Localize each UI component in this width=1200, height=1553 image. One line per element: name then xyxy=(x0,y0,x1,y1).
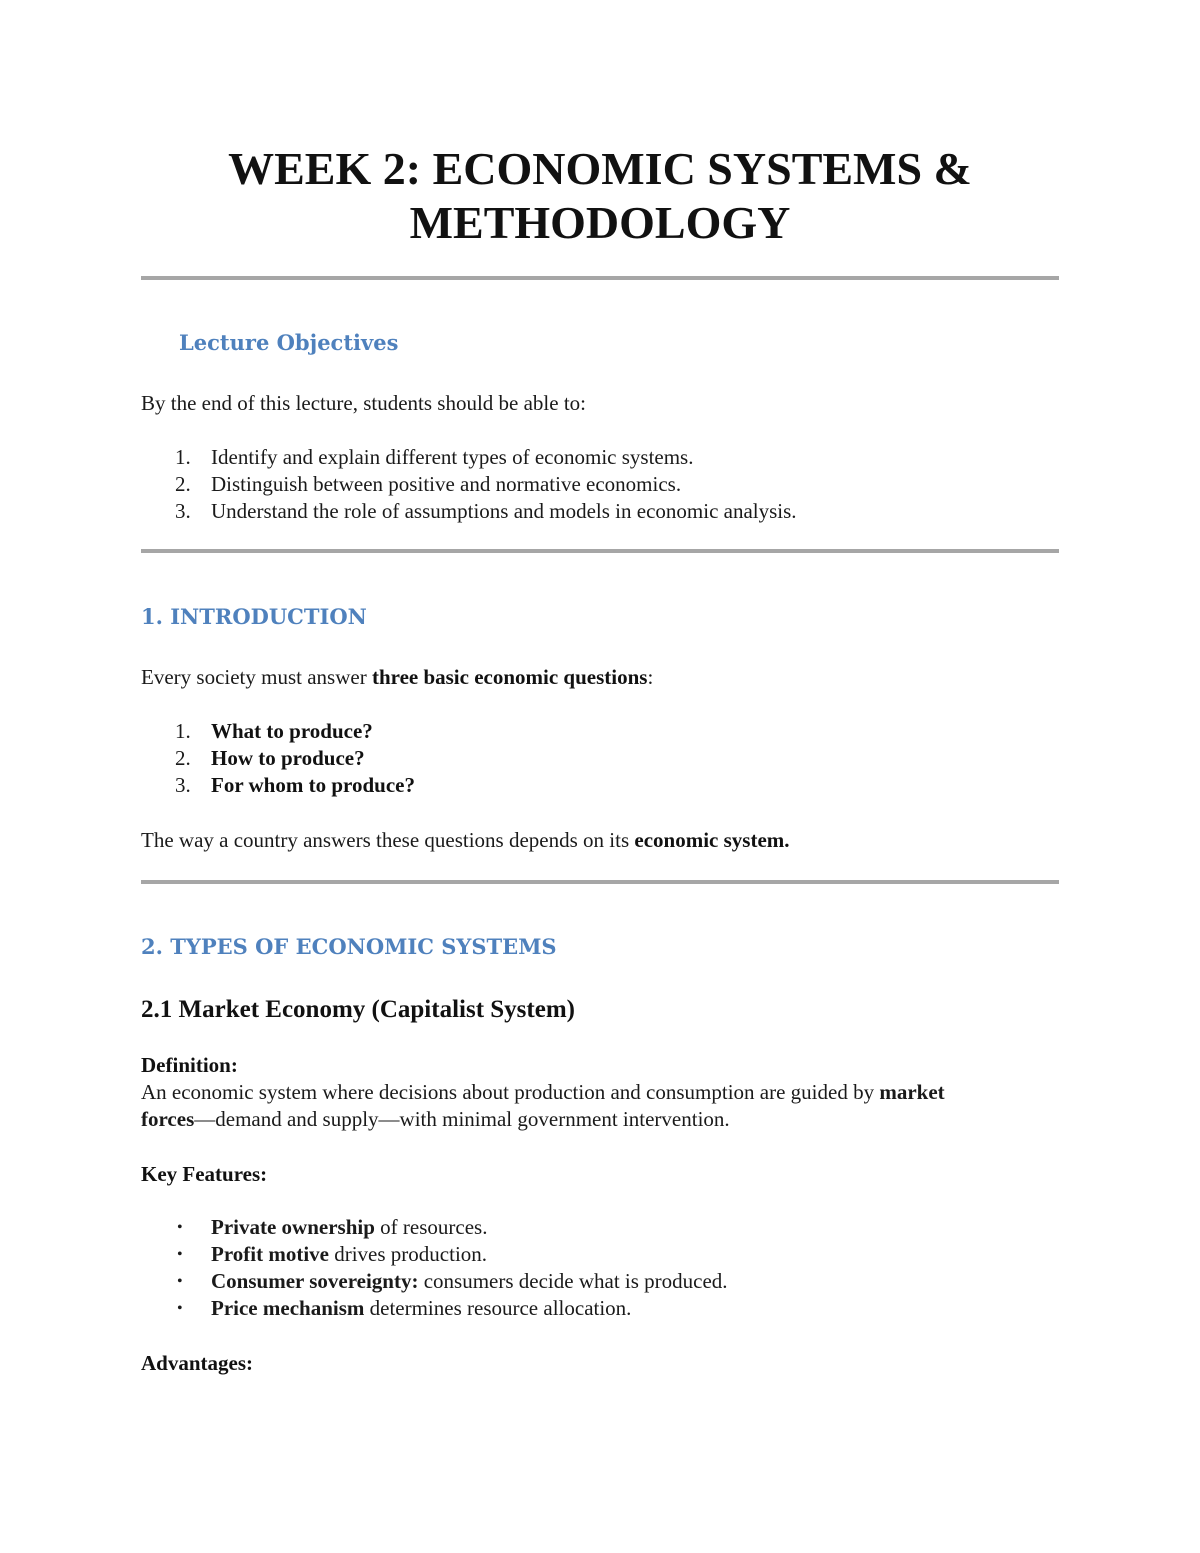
list-number: 3. xyxy=(175,773,191,797)
feature-rest: consumers decide what is produced. xyxy=(418,1269,728,1293)
list-text xyxy=(211,1295,631,1322)
lead-end: : xyxy=(647,665,654,689)
types-heading: 2. TYPES OF ECONOMIC SYSTEMS xyxy=(141,934,557,959)
introduction-closing xyxy=(141,827,790,854)
definition-bold: forces xyxy=(141,1107,195,1131)
list-text: Distinguish between positive and normative economics. xyxy=(211,472,682,496)
bullet-icon: • xyxy=(177,1246,183,1263)
definition-body: —demand and supply—with minimal government intervention. xyxy=(194,1107,730,1131)
title-line-2: METHODOLOGY xyxy=(409,197,791,248)
key-features-label: Key Features: xyxy=(141,1162,268,1186)
objectives-intro: By the end of this lecture, students should be able to: xyxy=(141,391,586,415)
definition-body: An economic system where decisions about production and consumption are guided by xyxy=(141,1080,880,1104)
closing-bold: economic system. xyxy=(634,828,790,852)
bullet-icon: • xyxy=(177,1300,183,1317)
lead-bold: three basic economic questions xyxy=(371,665,648,689)
feature-bold: Private ownership xyxy=(211,1215,375,1239)
document-title xyxy=(140,142,1060,250)
list-text: For whom to produce? xyxy=(211,773,415,797)
definition-bold: market xyxy=(879,1080,945,1104)
list-text xyxy=(211,1241,487,1268)
introduction-lead xyxy=(141,664,653,691)
horizontal-rule xyxy=(141,549,1059,553)
objectives-heading: Lecture Objectives xyxy=(179,330,399,355)
bullet-icon: • xyxy=(177,1219,183,1236)
feature-rest: determines resource allocation. xyxy=(364,1296,632,1320)
list-number: 1. xyxy=(175,445,191,469)
feature-rest: of resources. xyxy=(374,1215,488,1239)
introduction-heading: 1. INTRODUCTION xyxy=(141,604,367,629)
definition-text xyxy=(141,1079,1059,1133)
feature-bold: Consumer sovereignty: xyxy=(211,1269,419,1293)
list-text: What to produce? xyxy=(211,719,373,743)
list-text: Identify and explain different types of economic systems. xyxy=(211,445,694,469)
market-economy-heading: 2.1 Market Economy (Capitalist System) xyxy=(141,996,575,1023)
horizontal-rule xyxy=(141,880,1059,884)
closing-text: The way a country answers these questions depends on its xyxy=(141,828,635,852)
list-number: 2. xyxy=(175,472,191,496)
advantages-label: Advantages: xyxy=(141,1351,254,1375)
list-number: 2. xyxy=(175,746,191,770)
feature-rest: drives production. xyxy=(328,1242,488,1266)
list-text xyxy=(211,1214,487,1241)
list-number: 1. xyxy=(175,719,191,743)
title-line-1: WEEK 2: ECONOMIC SYSTEMS & xyxy=(228,143,972,194)
list-text: How to produce? xyxy=(211,746,365,770)
list-text xyxy=(211,1268,728,1295)
bullet-icon: • xyxy=(177,1273,183,1290)
lead-text: Every society must answer xyxy=(141,665,372,689)
feature-bold: Price mechanism xyxy=(211,1296,365,1320)
list-number: 3. xyxy=(175,499,191,523)
feature-bold: Profit motive xyxy=(211,1242,329,1266)
definition-label: Definition: xyxy=(141,1053,238,1077)
horizontal-rule xyxy=(141,276,1059,280)
list-text: Understand the role of assumptions and models in economic analysis. xyxy=(211,499,797,523)
